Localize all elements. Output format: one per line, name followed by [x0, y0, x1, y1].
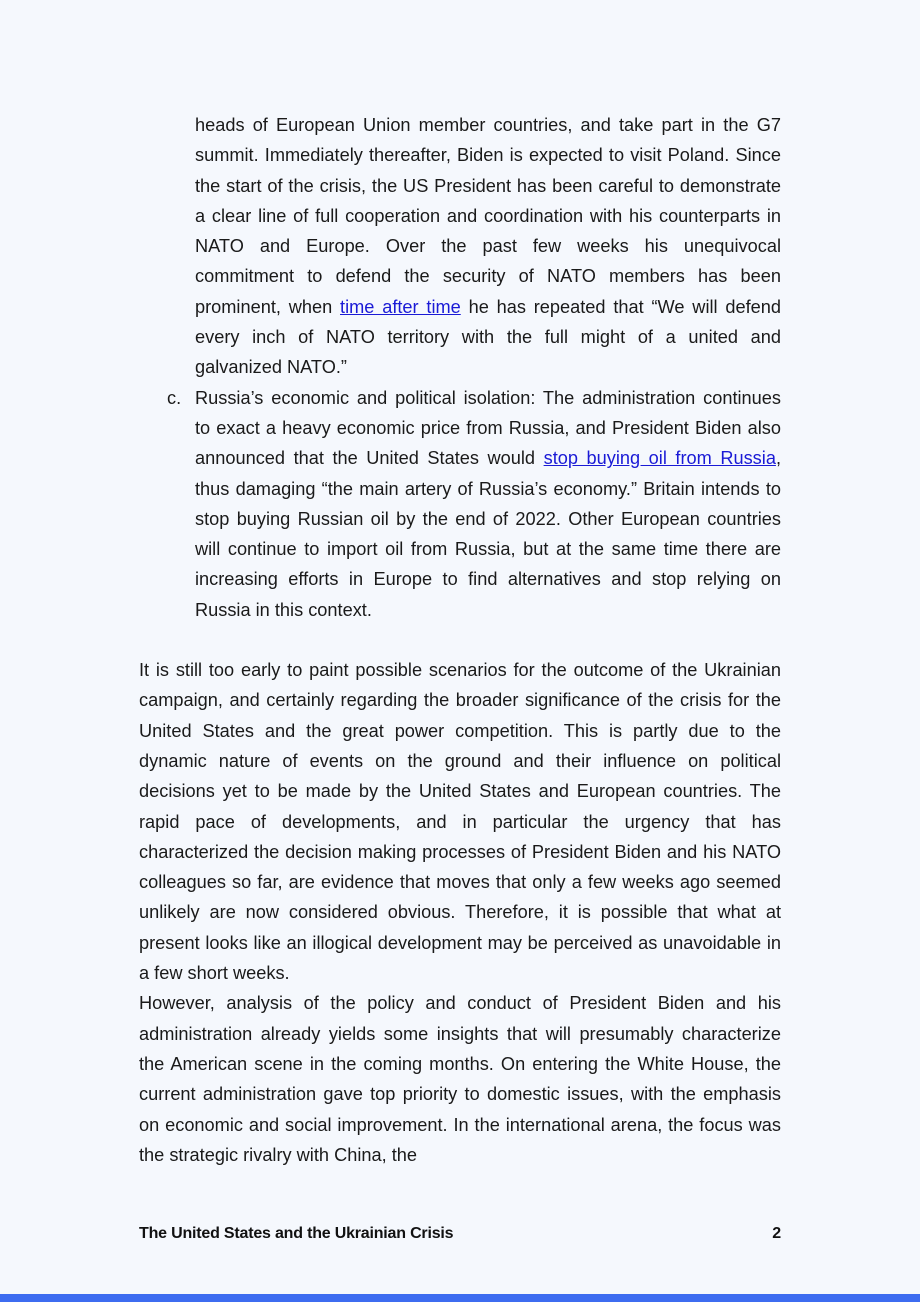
- footer-title: The United States and the Ukrainian Crisis: [139, 1225, 454, 1242]
- bottom-accent-bar: [0, 1294, 920, 1302]
- list-item-text-before: Russia’s economic and political isolation: The administration continues to exact a heavy economic price from Russia, and President Biden also announced that the United States would: [195, 387, 781, 469]
- page-number: 2: [772, 1225, 781, 1242]
- list-marker-c: c.: [167, 387, 182, 408]
- list-item-text-before: heads of European Union member countries, and take part in the G7 summit. Immediately thereafter, Biden is expected to visit Poland. Since the start of the crisis, the US President has been careful to demonstrate a clear line of full cooperation and coordination with his counterparts in NATO and Europe. Over the past few weeks his unequivocal commitment to defend the security of NATO members has been prominent, when: [195, 115, 781, 317]
- paragraph-scenarios: It is still too early to paint possible scenarios for the outcome of the Ukrainian campaign, and certainly regarding the broader significance of the crisis for the United States and the great power competition. This is partly due to the dynamic nature of events on the ground and their influence on political decisions yet to be made by the United States and European countries. The rapid pace of developments, and in particular the urgency that has characterized the decision making processes of President Biden and his NATO colleagues so far, are evidence that moves that only a few weeks ago seemed unlikely are now considered obvious. Therefore, it is possible that what at present looks like an illogical development may be perceived as unavoidable in a few short weeks.: [139, 660, 781, 984]
- list-item-text-after: he has repeated that “We will defend every inch of NATO territory with the full might of a united and galvanized NATO.”: [195, 296, 782, 378]
- list-continuation: [139, 110, 781, 625]
- list-item-text-after: , thus damaging “the main artery of Russia’s economy.” Britain intends to stop buying Russian oil by the end of 2022. Other European countries will continue to import oil from Russia, but at the same time there are increasing efforts in Europe to find alternatives and stop relying on Russia in this context.: [195, 448, 781, 620]
- document-body: [139, 110, 781, 1170]
- page-footer: [139, 1222, 781, 1246]
- time-after-time-link[interactable]: time after time: [340, 296, 461, 317]
- list-item-c: [139, 383, 781, 625]
- paragraph-analysis: However, analysis of the policy and conduct of President Biden and his administration already yields some insights that will presumably characterize the American scene in the coming months. On entering the White House, the current administration gave top priority to domestic issues, with the emphasis on economic and social improvement. In the international arena, the focus was the strategic rivalry with China, the: [139, 993, 781, 1165]
- list-item-b-continued: [139, 110, 781, 383]
- stop-buying-oil-link[interactable]: stop buying oil from Russia: [543, 448, 776, 469]
